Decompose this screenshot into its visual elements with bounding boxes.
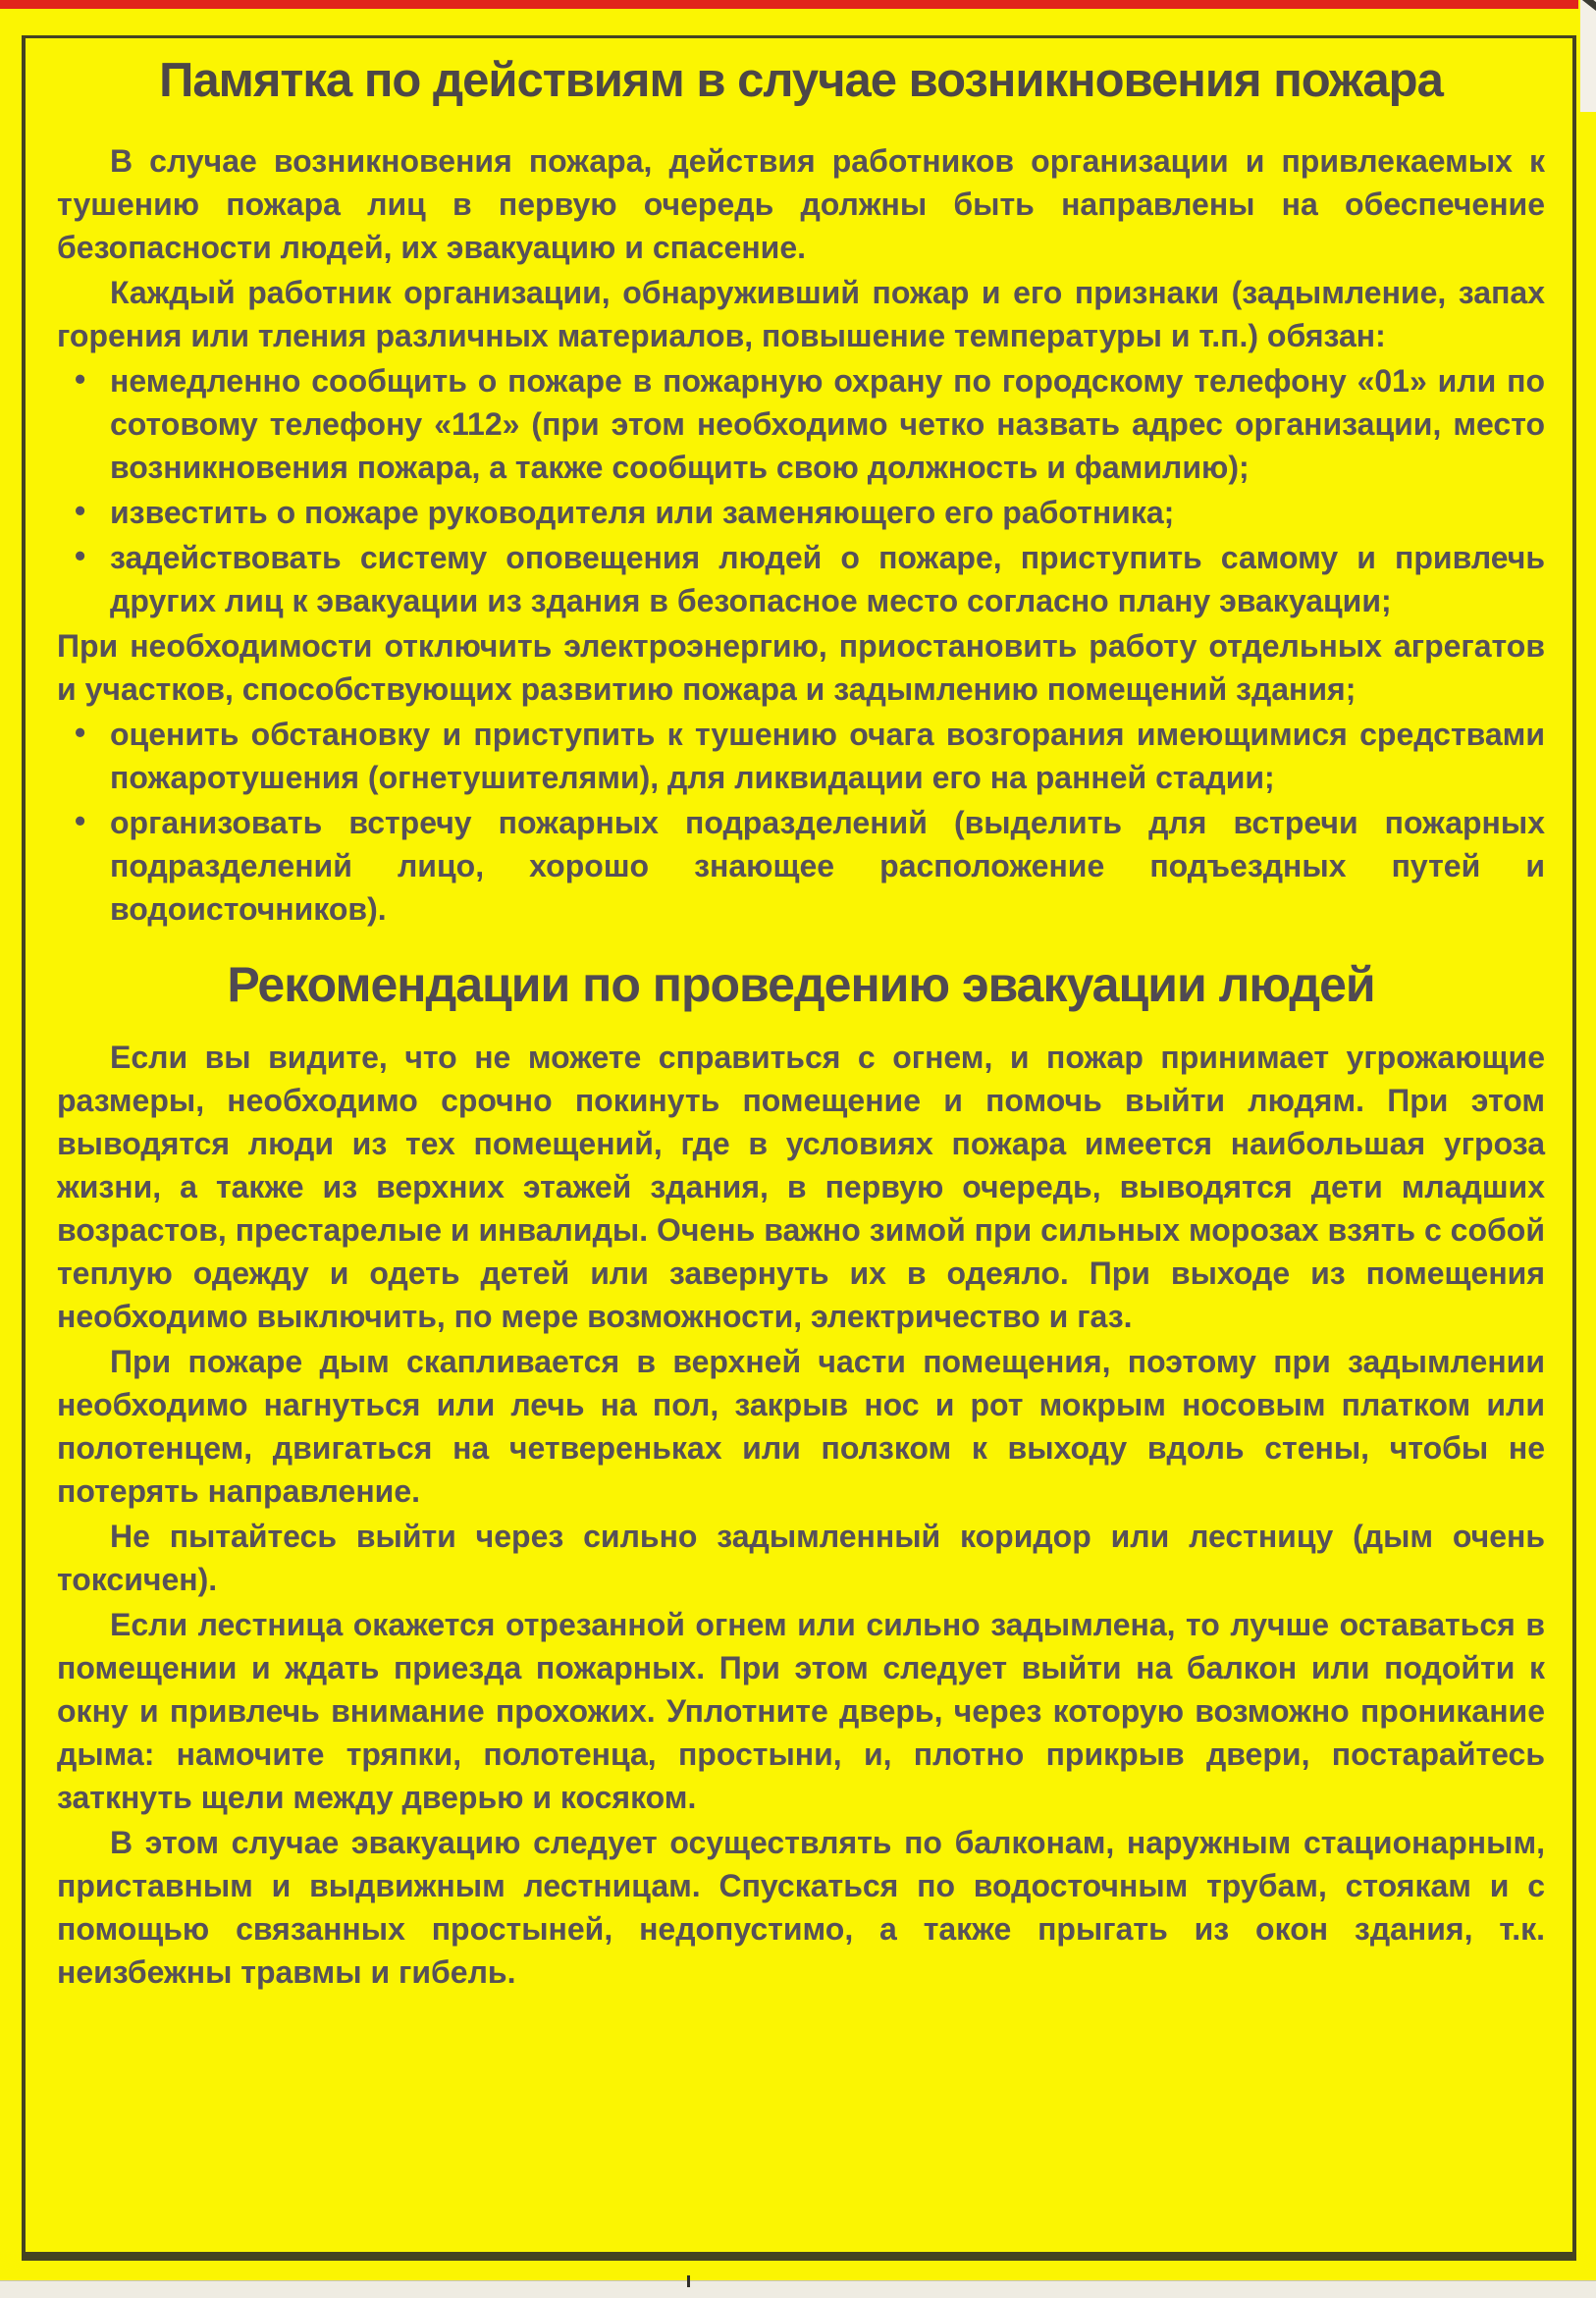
list-item-text: немедленно сообщить о пожаре в пожарную охрану по городскому телефону «01» или по сотовому телефону «112» (при этом необходимо четко назвать адрес организации, место возникновения пожара, а также сообщить свою должность и фамилию); bbox=[110, 362, 1545, 485]
bullet-icon: • bbox=[75, 492, 86, 528]
evacuation-paragraph: В этом случае эвакуацию следует осуществлять по балконам, наружным стационарным, приставным и выдвижным лестницам. Спускаться по водосточным трубам, стоякам и с помощью связанных простыней, недопустимо, а также прыгать из окон здания, т.к. неизбежны травмы и гибель. bbox=[57, 1824, 1545, 1990]
bullet-icon: • bbox=[75, 802, 86, 838]
evacuation-paragraph: Если лестница окажется отрезанной огнем или сильно задымлена, то лучше оставаться в помещении и ждать приезда пожарных. При этом следует выйти на балкон или подойти к окну и привлечь внимание прохожих. Уплотните дверь, через которую возможно проникание дыма: намочите тряпки, полотенца, простыни, и, плотно прикрыв двери, постарайтесь заткнуть щели между дверью и косяком. bbox=[57, 1606, 1545, 1815]
evacuation-paragraph: При пожаре дым скапливается в верхней части помещения, поэтому при задымлении необходимо нагнуться или лечь на пол, закрыв нос и рот мокрым носовым платком или полотенцем, двигаться на четвереньках или ползком к выходу вдоль стены, чтобы не потерять направление. bbox=[57, 1343, 1545, 1509]
list-item bbox=[57, 359, 1545, 489]
memo-title: Памятка по действиям в случае возникновения пожара bbox=[159, 54, 1443, 107]
scan-bottom-edge bbox=[0, 2280, 1596, 2298]
action-list bbox=[57, 359, 1545, 622]
bullet-icon: • bbox=[75, 537, 86, 573]
evacuation-paragraph: Не пытайтесь выйти через сильно задымленный коридор или лестницу (дым очень токсичен). bbox=[57, 1518, 1545, 1597]
memo-frame bbox=[22, 35, 1576, 2261]
list-item-text: известить о пожаре руководителя или заменяющего его работника; bbox=[110, 494, 1175, 530]
action-list-continued bbox=[57, 713, 1545, 931]
bullet-icon: • bbox=[75, 360, 86, 397]
intro-paragraph: В случае возникновения пожара, действия работников организации и привлекаемых к тушению пожара лиц в первую очередь должны быть направлены на обеспечение безопасности людей, их эвакуацию и спасение. bbox=[57, 142, 1545, 265]
scan-red-edge-strip bbox=[0, 0, 1578, 9]
list-item bbox=[57, 491, 1545, 534]
evacuation-section-title: Рекомендации по проведению эвакуации людей bbox=[227, 956, 1375, 1012]
list-item-text: задействовать систему оповещения людей о пожаре, приступить самому и привлечь других лиц к эвакуации из здания в безопасное место согласно плану эвакуации; bbox=[110, 539, 1545, 618]
memo-body bbox=[57, 139, 1545, 1994]
evacuation-paragraph: Если вы видите, что не можете справиться с огнем, и пожар принимает угрожающие размеры, необходимо срочно покинуть помещение и помочь выйти людям. При этом выводятся люди из тех помещений, где в условиях пожара имеется наибольшая угроза жизни, а также из верхних этажей здания, в первую очередь, выводятся дети младших возрастов, престарелые и инвалиды. Очень важно зимой при сильных морозах взять с собой теплую одежду и одеть детей или завернуть их в одеяло. При выходе из помещения необходимо выключить, по мере возможности, электричество и газ. bbox=[57, 1039, 1545, 1334]
list-item bbox=[57, 536, 1545, 622]
interjection-paragraph: При необходимости отключить электроэнергию, приостановить работу отдельных агрегатов и участков, способствующих развитию пожара и задымлению помещений здания; bbox=[57, 627, 1545, 707]
intro-paragraph: Каждый работник организации, обнаруживший пожар и его признаки (задымление, запах горения или тления различных материалов, повышение температуры и т.п.) обязан: bbox=[57, 274, 1545, 353]
scan-bottom-mark bbox=[687, 2275, 690, 2287]
list-item bbox=[57, 801, 1545, 931]
list-item-text: оценить обстановку и приступить к тушению очага возгорания имеющимися средствами пожаротушения (огнетушителями), для ликвидации его на ранней стадии; bbox=[110, 716, 1545, 795]
list-item-text: организовать встречу пожарных подразделений (выделить для встречи пожарных подразделений лицо, хорошо знающее расположение подъездных путей и водоисточников). bbox=[110, 804, 1545, 927]
bullet-icon: • bbox=[75, 714, 86, 750]
list-item bbox=[57, 713, 1545, 799]
scan-white-corner bbox=[1580, 0, 1596, 112]
